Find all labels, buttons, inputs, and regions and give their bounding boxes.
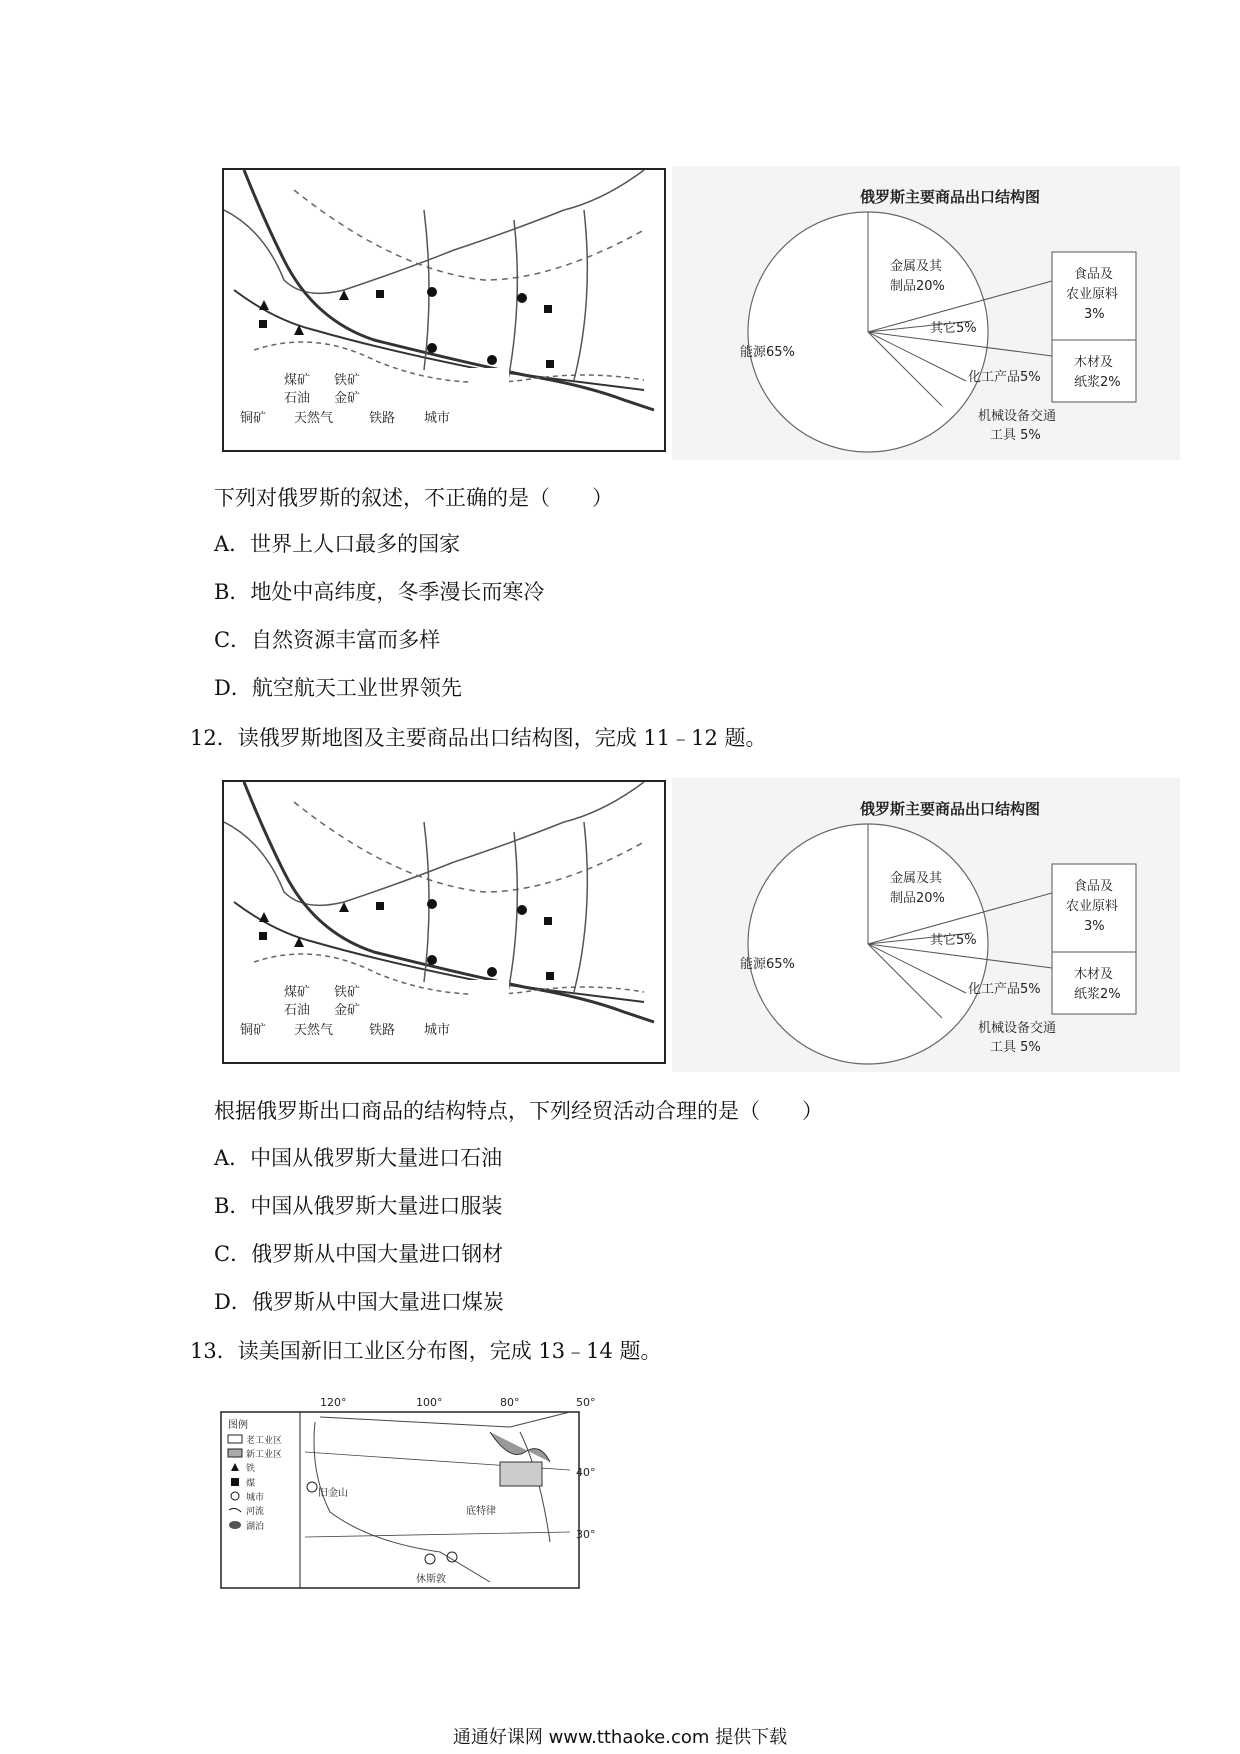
legend-oil: 石油 [284,391,311,406]
q11-option-b: B．地处中高纬度，冬季漫长而寒冷 [214,580,545,604]
legend-iron: 铁矿 [334,985,361,1000]
legend-city: 城市 [424,411,451,426]
q11-stem: 下列对俄罗斯的叙述，不正确的是（ ） [214,486,613,510]
longitude-120: 120° [320,1396,347,1409]
pie-title: 俄罗斯主要商品出口结构图 [860,188,1041,206]
legend-old-industry: 老工业区 [246,1436,283,1446]
legend-copper: 铜矿 [240,411,267,426]
pie-label-machinery: 机械设备交通 [978,1021,1057,1036]
pie-title: 俄罗斯主要商品出口结构图 [860,800,1041,818]
q11-option-a: A．世界上人口最多的国家 [214,532,461,556]
legend-gold: 金矿 [334,1003,361,1018]
pie-label-food-2: 农业原料 [1066,899,1119,914]
legend-copper: 铜矿 [240,1023,267,1038]
pie-label-machinery-value: 工具 5% [990,1040,1041,1055]
city-houston: 休斯敦 [416,1574,446,1585]
pie-label-other: 其它5% [930,933,977,948]
legend-gas: 天然气 [294,1023,334,1038]
us-industrial-map [220,1392,610,1590]
pie-label-wood-value: 纸浆2% [1074,987,1121,1002]
legend-iron: 铁 [246,1464,256,1474]
legend-title: 图例 [228,1420,248,1431]
russia-map-1 [222,168,666,452]
russia-map-2 [222,780,666,1064]
pie-label-food-value: 3% [1084,307,1105,322]
q12-option-b: B．中国从俄罗斯大量进口服装 [214,1194,503,1218]
pie-label-metal-value: 制品20% [890,891,945,906]
pie-label-chem: 化工产品5% [968,982,1041,997]
city-san-francisco: 旧金山 [318,1488,348,1499]
legend-city: 城市 [246,1493,265,1503]
pie-label-machinery-value: 工具 5% [990,428,1041,443]
legend-iron: 铁矿 [334,373,361,388]
pie-label-metal: 金属及其 [890,871,943,886]
pie-label-food-value: 3% [1084,919,1105,934]
q12-stem: 根据俄罗斯出口商品的结构特点，下列经贸活动合理的是（ ） [214,1099,823,1123]
legend-new-industry: 新工业区 [246,1450,283,1460]
longitude-100: 100° [416,1396,443,1409]
pie-label-food: 食品及 [1074,879,1114,894]
pie-label-food: 食品及 [1074,267,1114,282]
legend-lake: 湖泊 [246,1522,265,1532]
legend-railway: 铁路 [369,1023,396,1038]
q11-option-c: C．自然资源丰富而多样 [214,628,441,652]
legend-gas: 天然气 [294,411,334,426]
pie-label-chem: 化工产品5% [968,370,1041,385]
latitude-50: 50° [576,1396,596,1409]
pie-label-metal: 金属及其 [890,259,943,274]
pie-label-wood-value: 纸浆2% [1074,375,1121,390]
legend-river: 河流 [246,1507,265,1517]
legend-oil: 石油 [284,1003,311,1018]
q12-option-c: C．俄罗斯从中国大量进口钢材 [214,1242,504,1266]
pie-label-metal-value: 制品20% [890,279,945,294]
export-pie-chart-2 [672,778,1180,1072]
legend-coal: 煤矿 [284,985,311,1000]
latitude-30: 30° [576,1528,596,1541]
pie-label-wood: 木材及 [1074,355,1114,370]
legend-gold: 金矿 [334,391,361,406]
pie-label-energy: 能源65% [740,957,795,972]
pie-label-food-2: 农业原料 [1066,287,1119,302]
q12-option-d: D．俄罗斯从中国大量进口煤炭 [214,1290,504,1314]
footer-source: 通通好课网 www.tthaoke.com 提供下载 [452,1727,788,1748]
legend-coal: 煤 [246,1479,256,1489]
legend-railway: 铁路 [369,411,396,426]
legend-city: 城市 [424,1023,451,1038]
legend-coal: 煤矿 [284,373,311,388]
city-detroit: 底特律 [466,1506,496,1517]
q12-heading: 12．读俄罗斯地图及主要商品出口结构图，完成 11﹣12 题。 [190,726,767,750]
pie-label-other: 其它5% [930,321,977,336]
pie-label-wood: 木材及 [1074,967,1114,982]
pie-label-energy: 能源65% [740,345,795,360]
pie-label-machinery: 机械设备交通 [978,409,1057,424]
export-pie-chart-1 [672,166,1180,460]
q12-option-a: A．中国从俄罗斯大量进口石油 [214,1146,503,1170]
longitude-80: 80° [500,1396,520,1409]
q11-option-d: D．航空航天工业世界领先 [214,676,462,700]
latitude-40: 40° [576,1466,596,1479]
q13-heading: 13．读美国新旧工业区分布图，完成 13﹣14 题。 [190,1339,662,1363]
